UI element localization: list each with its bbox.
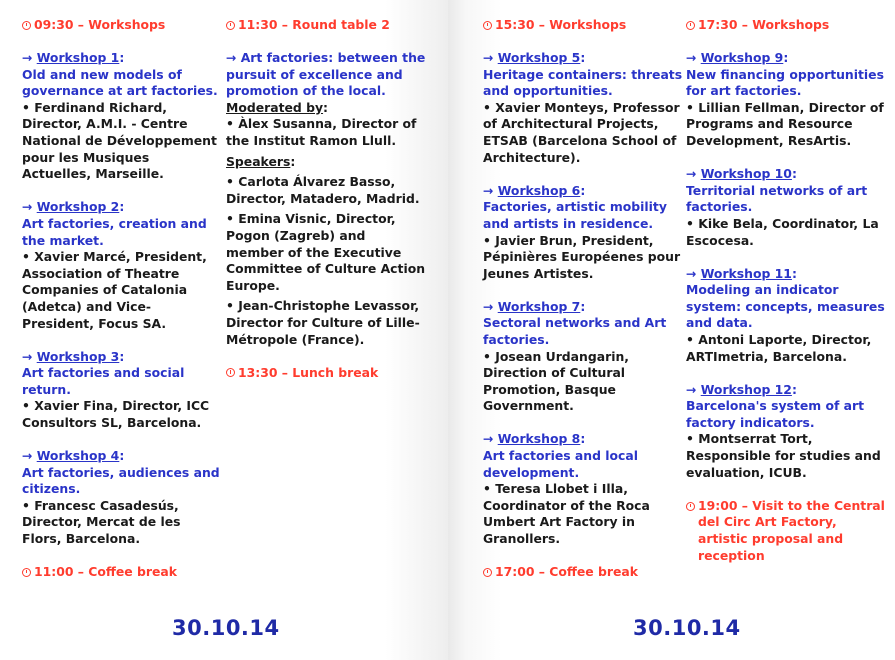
workshop-title: Art factories, audiences and citizens. [22, 464, 220, 497]
workshop-item: → Workshop 9: New financing opportunities for art factories. • Lillian Fellman, Director of Programs and Resource Development, ResArtis. [686, 50, 886, 150]
workshop-title: Modeling an indicator system: concepts, measures and data. [686, 282, 885, 331]
workshop-title: Sectoral networks and Art factories. [483, 315, 667, 347]
workshop-link[interactable]: Workshop 3 [36, 348, 120, 364]
workshop-speaker: • Xavier Marcé, President, Association of Theatre Companies of Catalonia (Adetca) and Vice-President, Focus SA. [22, 249, 207, 331]
break-time: 11:00 – Coffee break [22, 564, 222, 581]
break-time: 13:30 – Lunch break [226, 365, 426, 382]
speakers-label: Speakers [226, 153, 291, 169]
speaker: • Carlota Álvarez Basso, Director, Matadero, Madrid. [226, 174, 420, 206]
page-date: 30.10.14 [633, 616, 741, 640]
workshop-item: → Workshop 12: Barcelona's system of art factory indicators. • Montserrat Tort, Responsible for studies and evaluation, ICUB. [686, 382, 886, 482]
workshop-speaker: • Ferdinand Richard, Director, A.M.I. - Centre National de Développement pour les Musiques Actuelles, Marseille. [22, 99, 217, 182]
workshop-speaker: • Xavier Monteys, Professor of Architectural Projects, ETSAB (Barcelona School of Architecture). [483, 99, 680, 165]
workshop-title: Art factories, creation and the market. [22, 215, 207, 248]
workshop-speaker: • Montserrat Tort, Responsible for studies and evaluation, ICUB. [686, 431, 881, 480]
workshop-link[interactable]: Workshop 4 [36, 448, 120, 464]
workshop-item: → Workshop 5: Heritage containers: threats and opportunities. • Xavier Monteys, Professor of Architectural Projects, ETSAB (Barcelona School of Architecture). [483, 50, 683, 165]
clock-icon [686, 502, 695, 511]
workshop-item: → Workshop 3: Art factories and social return. • Xavier Fina, Director, ICC Consultors SL, Barcelona. [22, 349, 222, 432]
arrow-icon: → [483, 431, 498, 447]
moderator: • Àlex Susanna, Director of the Institut Ramon Llull. [226, 116, 417, 149]
speaker: • Emina Visnic, Director, Pogon (Zagreb) and member of the Executive Committee of Culture Action Europe. [226, 211, 426, 293]
workshop-title: Old and new models of governance at art factories. [22, 66, 218, 99]
column-morning-workshops [22, 17, 222, 581]
arrow-icon: → [686, 50, 701, 66]
workshop-item: → Workshop 2: Art factories, creation and the market. • Xavier Marcé, President, Association of Theatre Companies of Catalonia (Adetca) and Vice-President, Focus SA. [22, 199, 222, 332]
arrow-icon: → [22, 50, 37, 66]
workshop-item: → Workshop 11: Modeling an indicator system: concepts, measures and data. • Antoni Laporte, Director, ARTImetria, Barcelona. [686, 265, 885, 364]
workshop-link[interactable]: Workshop 6 [497, 182, 581, 198]
clock-icon [483, 568, 492, 577]
workshop-speaker: • Xavier Fina, Director, ICC Consultors SL, Barcelona. [22, 398, 210, 430]
workshop-item: → Workshop 10: Territorial networks of art factories. • Kike Bela, Coordinator, La Escocesa. [686, 166, 886, 249]
clock-icon [22, 21, 31, 30]
workshop-title: New financing opportunities for art factories. [686, 66, 884, 99]
workshop-title: Territorial networks of art factories. [686, 182, 868, 215]
column-round-table: 11:30 – Round table 2 → Art factories: between the pursuit of excellence and promotion of the local. Moderated by: • Àlex Susanna, Director of the Institut Ramon Llull. Speakers: • Carlota Álvarez Basso, Director, Matadero, Madrid. • Emina Visnic, Director, Pogon (Zagreb) and member of the Executive Committee of Culture Action Europe. • Jean-Christophe Levassor, Director for Culture of Lille-Métropole (France). 13:30 – Lunch break [226, 17, 426, 380]
workshop-item: → Workshop 4: Art factories, audiences and citizens. • Francesc Casadesús, Director, Mercat de les Flors, Barcelona. [22, 448, 222, 548]
clock-icon [226, 368, 235, 377]
session-time: 17:30 – Workshops [686, 17, 886, 34]
workshop-speaker: • Francesc Casadesús, Director, Mercat de les Flors, Barcelona. [22, 497, 181, 547]
workshop-link[interactable]: Workshop 7 [497, 298, 581, 314]
workshop-item: → Workshop 7: Sectoral networks and Art factories. • Josean Urdangarin, Direction of Cultural Promotion, Basque Government. [483, 299, 683, 415]
round-table-title: → Art factories: between the pursuit of excellence and promotion of the local. [226, 50, 426, 99]
workshop-speaker: • Antoni Laporte, Director, ARTImetria, Barcelona. [686, 332, 872, 364]
workshop-speaker: • Teresa Llobet i Illa, Coordinator of the Roca Umbert Art Factory in Granollers. [483, 481, 650, 547]
column-afternoon-workshops [483, 17, 683, 581]
workshop-speaker: • Lillian Fellman, Director of Programs and Resource Development, ResArtis. [686, 99, 884, 149]
workshop-speaker: • Javier Brun, President, Pépinières Européenes pour Jeunes Artistes. [483, 232, 681, 281]
break-time: 19:00 – Visit to the Central del Circ Art Factory, artistic proposal and reception [686, 498, 886, 564]
speaker: • Jean-Christophe Levassor, Director for Culture of Lille-Métropole (France). [226, 298, 420, 347]
workshop-link[interactable]: Workshop 9 [700, 50, 784, 66]
arrow-icon: → [483, 50, 498, 66]
workshop-title: Factories, artistic mobility and artists in residence. [483, 199, 667, 231]
workshop-link[interactable]: Workshop 5 [497, 50, 581, 66]
clock-icon [226, 21, 235, 30]
workshop-title: Heritage containers: threats and opportunities. [483, 66, 683, 99]
workshop-speaker: • Kike Bela, Coordinator, La Escocesa. [686, 215, 879, 248]
session-time: 15:30 – Workshops [483, 17, 683, 34]
workshop-speaker: • Josean Urdangarin, Direction of Cultural Promotion, Basque Government. [483, 348, 629, 414]
workshop-title: Barcelona's system of art factory indicators. [686, 398, 865, 430]
workshop-item: → Workshop 6: Factories, artistic mobility and artists in residence. • Javier Brun, President, Pépinières Européenes pour Jeunes Artistes. [483, 183, 683, 283]
workshop-item: → Workshop 8: Art factories and local development. • Teresa Llobet i Illa, Coordinator of the Roca Umbert Art Factory in Granollers. [483, 431, 683, 547]
arrow-icon: → [686, 166, 701, 182]
workshop-link[interactable]: Workshop 1 [36, 50, 120, 66]
workshop-link[interactable]: Workshop 12 [700, 381, 792, 397]
arrow-icon: → [226, 50, 241, 66]
moderated-label: Moderated by [226, 99, 324, 115]
arrow-icon: → [483, 298, 498, 314]
session-time: 11:30 – Round table 2 [226, 17, 426, 34]
arrow-icon: → [686, 381, 701, 397]
workshop-link[interactable]: Workshop 8 [497, 431, 581, 447]
workshop-item: → Workshop 1: Old and new models of governance at art factories. • Ferdinand Richard, Director, A.M.I. - Centre National de Développement pour les Musiques Actuelles, Marseille. [22, 50, 222, 183]
clock-icon [483, 21, 492, 30]
page-date: 30.10.14 [172, 616, 280, 640]
column-evening-workshops [686, 17, 886, 564]
arrow-icon: → [483, 182, 498, 198]
workshop-link[interactable]: Workshop 2 [36, 199, 120, 215]
clock-icon [686, 21, 695, 30]
workshop-link[interactable]: Workshop 10 [700, 166, 792, 182]
break-time: 17:00 – Coffee break [483, 564, 683, 581]
workshop-link[interactable]: Workshop 11 [700, 265, 792, 281]
workshop-title: Art factories and social return. [22, 365, 185, 397]
arrow-icon: → [686, 265, 701, 281]
arrow-icon: → [22, 348, 37, 364]
clock-icon [22, 568, 31, 577]
arrow-icon: → [22, 199, 37, 215]
session-time: 09:30 – Workshops [22, 17, 222, 34]
arrow-icon: → [22, 448, 37, 464]
workshop-title: Art factories and local development. [483, 448, 638, 480]
